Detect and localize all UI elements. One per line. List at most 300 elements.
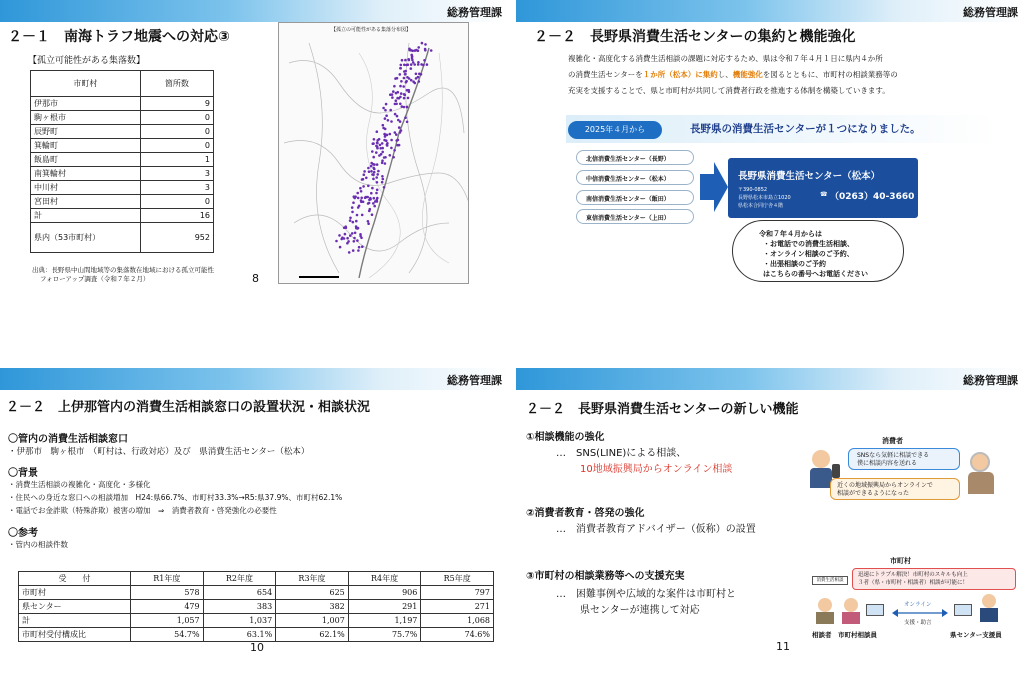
settlement-dot — [395, 99, 398, 102]
settlement-dot — [351, 211, 354, 214]
settlement-dot — [417, 63, 420, 66]
table-cell: 0 — [140, 195, 213, 209]
bubble-text: 令和７年４月からは — [759, 230, 822, 238]
table-row — [19, 600, 494, 614]
main-center-card — [728, 158, 918, 218]
settlement-dot — [403, 93, 406, 96]
table-cell: 市町村 — [19, 586, 131, 600]
person-icon — [842, 612, 860, 624]
settlement-dot — [390, 120, 393, 123]
feature-text-highlight: 10地域振興局からオンライン相談 — [580, 464, 733, 475]
slide-header-bar — [516, 368, 1024, 390]
table-cell: 3 — [140, 181, 213, 195]
settlement-dot — [390, 139, 393, 142]
center-box: 中信消費生活センター（松本） — [576, 170, 694, 185]
intro-text: し、 — [717, 70, 733, 79]
settlement-dot — [367, 220, 370, 223]
settlement-dot — [404, 70, 407, 73]
settlement-dot — [396, 144, 399, 147]
settlement-dot — [349, 234, 352, 237]
settlement-dot — [389, 109, 392, 112]
settlement-dot — [417, 76, 420, 79]
municipality-illustration — [808, 554, 1020, 644]
settlement-dot — [368, 170, 371, 173]
settlement-dot — [391, 96, 394, 99]
table-cell: 箕輪町 — [31, 139, 141, 153]
settlement-dot — [349, 217, 352, 220]
table-caption: 【孤立可能性がある集落数】 — [28, 56, 146, 66]
settlement-dot — [370, 192, 373, 195]
role-label: 市町村相談員 — [838, 631, 877, 639]
elderly-person-icon — [970, 452, 990, 472]
slide-new-functions — [516, 368, 1024, 674]
settlement-dot — [406, 76, 409, 79]
table-cell: 62.1% — [276, 628, 349, 642]
settlement-dot — [424, 49, 427, 52]
settlement-dot — [417, 46, 420, 49]
table-cell: 1,197 — [348, 614, 421, 628]
slide-header-bar — [516, 0, 1024, 22]
settlement-dot — [351, 206, 354, 209]
settlement-dot — [356, 192, 359, 195]
settlement-dot — [379, 144, 382, 147]
phone-icon — [832, 464, 840, 478]
table-row — [31, 139, 214, 153]
settlement-dot — [366, 196, 369, 199]
settlement-dot — [384, 128, 387, 131]
chat-bubble — [830, 478, 960, 500]
settlement-dot — [382, 178, 385, 181]
settlement-dot — [368, 210, 371, 213]
settlement-dot — [400, 64, 403, 67]
settlement-dot — [399, 85, 402, 88]
table-cell: 南箕輪村 — [31, 167, 141, 181]
table-row — [31, 181, 214, 195]
settlement-dot — [415, 49, 418, 52]
page-number: 11 — [776, 640, 790, 653]
settlement-dot — [426, 63, 429, 66]
table-cell: 1,057 — [131, 614, 204, 628]
settlement-dot — [384, 117, 387, 120]
settlement-dot — [378, 138, 381, 141]
settlement-dot — [346, 242, 349, 245]
settlement-dot — [367, 202, 370, 205]
settlement-dot — [372, 156, 375, 159]
speech-bubble — [732, 220, 904, 282]
role-label: 相談者 — [812, 631, 832, 639]
table-row — [31, 97, 214, 111]
settlement-dot — [341, 236, 344, 239]
table-cell: 74.6% — [421, 628, 494, 642]
main-center-name: 長野県消費生活センター（松本） — [738, 171, 881, 182]
settlement-dot — [414, 82, 417, 85]
bubble-text: ・オンライン相談のご予約、 — [763, 250, 854, 258]
settlement-dot — [371, 213, 374, 216]
settlement-dot — [370, 165, 373, 168]
section-heading: 〇背景 — [8, 468, 38, 479]
settlement-dot — [372, 174, 375, 177]
slide-header-bar — [0, 0, 508, 22]
illustration-title: 市町村 — [890, 557, 911, 565]
settlement-dot — [389, 133, 392, 136]
body-line: ・伊那市 駒ヶ根市 （町村は、行政対応）及び 県消費生活センター（松本） — [8, 447, 310, 457]
settlement-dot — [373, 163, 376, 166]
slide-header-bar — [0, 368, 508, 390]
settlement-dot — [404, 116, 407, 119]
body-line: ・管内の相談件数 — [8, 540, 68, 549]
table-cell: 1,037 — [203, 614, 276, 628]
address-line: 長野県松本市島立1020 — [738, 195, 791, 201]
person-icon — [812, 450, 830, 468]
settlement-dot — [410, 63, 413, 66]
settlement-dot — [393, 149, 396, 152]
settlement-dot — [399, 103, 402, 106]
person-icon — [816, 612, 834, 624]
settlement-dot — [380, 153, 383, 156]
slide-center-consolidation — [516, 0, 1024, 290]
settlement-dot — [356, 227, 359, 230]
settlement-dot — [387, 119, 390, 122]
settlement-dot — [351, 232, 354, 235]
table-cell: 伊那市 — [31, 97, 141, 111]
feature-text: … SNS(LINE)による相談、 — [556, 448, 687, 459]
phone-number: （0263）40-3660 — [830, 192, 915, 202]
table-header: 市町村 — [31, 71, 141, 97]
laptop-icon — [954, 604, 972, 616]
slide-title: ２－２ 長野県消費生活センターの集約と機能強化 — [534, 29, 856, 45]
settlement-dot — [393, 85, 396, 88]
settlement-dot — [412, 61, 415, 64]
settlement-dot — [354, 195, 357, 198]
double-arrow-icon — [892, 608, 948, 618]
map-graphic — [279, 23, 469, 284]
table-cell: 駒ヶ根市 — [31, 111, 141, 125]
settlement-dot — [371, 150, 374, 153]
settlement-dot — [376, 163, 379, 166]
address-line: 県松本合同庁舎４階 — [738, 203, 784, 209]
table-cell: 0 — [140, 139, 213, 153]
settlement-dot — [420, 63, 423, 66]
settlement-dot — [363, 173, 366, 176]
center-box: 北信消費生活センター（長野） — [576, 150, 694, 165]
settlement-dot — [398, 126, 401, 129]
settlement-dot — [376, 147, 379, 150]
chat-text: 相談ができるようになった — [837, 490, 910, 497]
feature-heading: ①相談機能の強化 — [526, 432, 605, 443]
settlement-dot — [376, 173, 379, 176]
table-cell: 1 — [140, 153, 213, 167]
feature-text: 県センターが連携して対応 — [580, 605, 700, 616]
table-cell: 952 — [140, 223, 213, 253]
bubble-text: ・出張相談のご予約 — [763, 260, 826, 268]
feature-heading: ②消費者教育・啓発の強化 — [526, 508, 645, 519]
settlement-dot — [344, 233, 347, 236]
table-cell: 625 — [276, 586, 349, 600]
isolation-table — [30, 70, 214, 253]
settlement-dot — [372, 202, 375, 205]
table-cell: 383 — [203, 600, 276, 614]
elderly-person-icon — [968, 472, 994, 494]
settlement-dot — [373, 168, 376, 171]
source-note: 出典：長野県中山間地域等の集落数在地域における孤立可能性 — [32, 266, 214, 274]
settlement-dot — [386, 134, 389, 137]
settlement-dot — [404, 59, 407, 62]
table-header-row — [19, 572, 494, 586]
settlement-dot — [361, 245, 364, 248]
settlement-dot — [346, 237, 349, 240]
table-cell: 382 — [276, 600, 349, 614]
settlement-dot — [356, 239, 359, 242]
person-icon — [844, 598, 858, 612]
settlement-dot — [381, 162, 384, 165]
table-cell: 中川村 — [31, 181, 141, 195]
table-cell: 271 — [421, 600, 494, 614]
settlement-dot — [408, 59, 411, 62]
settlement-dot — [376, 141, 379, 144]
table-row — [31, 167, 214, 181]
isolation-map — [278, 22, 469, 284]
settlement-dot — [406, 121, 409, 124]
settlement-dot — [394, 131, 397, 134]
settlement-dot — [352, 221, 355, 224]
headline: 長野県の消費生活センターが１つになりました。 — [690, 123, 921, 135]
settlement-dot — [360, 190, 363, 193]
slide-title: ２－２ 長野県消費生活センターの新しい機能 — [526, 402, 799, 417]
phone-icon: ☎ — [820, 191, 828, 198]
settlement-dot — [418, 80, 421, 83]
table-cell: 63.1% — [203, 628, 276, 642]
table-cell: 3 — [140, 167, 213, 181]
settlement-dot — [411, 55, 414, 58]
person-icon — [980, 608, 998, 622]
intro-text: の消費生活センターを — [568, 70, 643, 79]
settlement-dot — [372, 178, 375, 181]
chat-bubble — [848, 448, 960, 470]
settlement-dot — [385, 103, 388, 106]
body-line: ・消費生活相談の複雑化・高度化・多様化 — [8, 480, 151, 489]
settlement-dot — [415, 73, 418, 76]
table-header-row — [31, 71, 214, 97]
settlement-dot — [391, 93, 394, 96]
online-label: オンライン — [904, 602, 932, 608]
settlement-dot — [421, 42, 424, 45]
settlement-dot — [371, 187, 374, 190]
settlement-dot — [376, 130, 379, 133]
table-row — [19, 586, 494, 600]
table-cell: 9 — [140, 97, 213, 111]
settlement-dot — [402, 85, 405, 88]
body-line: ・住民への身近な窓口への相談増加 H24:県66.7%、市町村33.3%→R5:県37.9%、市町村62.1% — [8, 493, 343, 502]
table-cell: 1,007 — [276, 614, 349, 628]
table-row — [31, 153, 214, 167]
settlement-dot — [423, 59, 426, 62]
settlement-dot — [367, 185, 370, 188]
settlement-dot — [373, 138, 376, 141]
bubble-text: はこちらの番号へお電話ください — [763, 270, 868, 278]
settlement-dot — [364, 196, 367, 199]
center-box: 南信消費生活センター（飯田） — [576, 190, 694, 205]
feature-text: … 困難事例や広域的な案件は市町村と — [556, 589, 736, 600]
settlement-dot — [339, 246, 342, 249]
settlement-dot — [382, 124, 385, 127]
settlement-dots — [335, 42, 432, 254]
department-label: 総務管理課 — [963, 374, 1018, 387]
settlement-dot — [403, 64, 406, 67]
chat-text: ３者（県・市町村・相談者）相談が可能に！ — [858, 580, 969, 586]
settlement-dot — [392, 90, 395, 93]
settlement-dot — [424, 43, 427, 46]
slide-title: ２－１ 南海トラフ地震への対応③ — [8, 29, 230, 45]
chat-text: 迅速にトラブル解決！市町村のスキルも向上 — [858, 572, 968, 578]
table-cell: 辰野町 — [31, 125, 141, 139]
settlement-dot — [401, 105, 404, 108]
settlement-dot — [401, 59, 404, 62]
settlement-dot — [417, 61, 420, 64]
settlement-dot — [376, 189, 379, 192]
chat-bubble — [852, 568, 1016, 590]
settlement-dot — [362, 178, 365, 181]
settlement-dot — [381, 175, 384, 178]
settlement-dot — [357, 197, 360, 200]
settlement-dot — [357, 249, 360, 252]
table-row — [31, 209, 214, 223]
person-icon — [982, 594, 996, 608]
chat-text: 僕に相談内容を送れる — [857, 460, 918, 467]
settlement-dot — [396, 115, 399, 118]
settlement-dot — [381, 151, 384, 154]
settlement-dot — [362, 201, 365, 204]
table-header: 箇所数 — [140, 71, 213, 97]
settlement-dot — [408, 91, 411, 94]
feature-heading: ③市町村の相談業務等への支援充実 — [526, 571, 685, 582]
settlement-dot — [383, 139, 386, 142]
table-header: R1年度 — [131, 572, 204, 586]
settlement-dot — [407, 97, 410, 100]
settlement-dot — [397, 139, 400, 142]
settlement-dot — [352, 201, 355, 204]
settlement-dot — [358, 246, 361, 249]
bubble-text: ・お電話での消費生活相談、 — [763, 240, 854, 248]
settlement-dot — [395, 103, 398, 106]
settlement-dot — [408, 49, 411, 52]
settlement-dot — [390, 147, 393, 150]
settlement-dot — [354, 232, 357, 235]
department-label: 総務管理課 — [447, 6, 502, 19]
settlement-dot — [405, 80, 408, 83]
settlement-dot — [430, 49, 433, 52]
settlement-dot — [357, 206, 360, 209]
page-number: 8 — [252, 272, 259, 285]
consumer-illustration — [808, 432, 1008, 508]
settlement-dot — [394, 77, 397, 80]
table-cell: 797 — [421, 586, 494, 600]
person-icon — [818, 598, 832, 612]
table-cell: 1,068 — [421, 614, 494, 628]
settlement-dot — [384, 156, 387, 159]
settlement-dot — [410, 79, 413, 82]
chat-text: SNSなら気軽に相談できる — [857, 452, 930, 459]
settlement-dot — [395, 133, 398, 136]
table-header: 受 付 — [19, 572, 131, 586]
table-total-row — [31, 223, 214, 253]
table-row — [31, 111, 214, 125]
intro-highlight: 機能強化 — [732, 70, 763, 79]
table-cell: 479 — [131, 600, 204, 614]
settlement-dot — [367, 167, 370, 170]
settlement-dot — [411, 59, 414, 62]
settlement-dot — [379, 147, 382, 150]
slide-earthquake — [0, 0, 508, 290]
settlement-dot — [404, 73, 407, 76]
settlement-dot — [398, 97, 401, 100]
settlement-dot — [373, 197, 376, 200]
settlement-dot — [400, 92, 403, 95]
intro-highlight: １か所（松本）に集約 — [642, 70, 718, 79]
intro-text: を図るとともに、市町村の相談業務等の — [762, 70, 898, 79]
settlement-dot — [375, 176, 378, 179]
table-header: R3年度 — [276, 572, 349, 586]
settlement-dot — [410, 67, 413, 70]
settlement-dot — [362, 185, 365, 188]
center-box: 東信消費生活センター（上田） — [576, 209, 694, 224]
map-title: 【孤立の可能性がある集落分布図】 — [331, 27, 412, 33]
settlement-dot — [400, 80, 403, 83]
settlement-dot — [399, 67, 402, 70]
settlement-dot — [397, 119, 400, 122]
settlement-dot — [338, 234, 341, 237]
table-cell: 計 — [19, 614, 131, 628]
settlement-dot — [403, 77, 406, 80]
settlement-dot — [360, 197, 363, 200]
body-line: ・電話でお金詐欺（特殊詐欺）被害の増加 ⇒ 消費者教育・啓発強化の必要性 — [8, 506, 277, 515]
settlement-dot — [363, 170, 366, 173]
table-cell: 宮田村 — [31, 195, 141, 209]
table-cell: 291 — [348, 600, 421, 614]
intro-text-line-2 — [568, 69, 898, 80]
counter-sign: 消費生活相談 — [812, 576, 848, 585]
page-number: 10 — [250, 641, 264, 654]
date-badge: 2025年４月から — [568, 121, 662, 139]
settlement-dot — [355, 220, 358, 223]
table-cell: 県内（53市町村） — [31, 223, 141, 253]
settlement-dot — [384, 162, 387, 165]
settlement-dot — [376, 200, 379, 203]
settlement-dot — [373, 171, 376, 174]
table-cell: 16 — [140, 209, 213, 223]
settlement-dot — [384, 109, 387, 112]
table-header: R4年度 — [348, 572, 421, 586]
settlement-dot — [365, 177, 368, 180]
table-row — [19, 628, 494, 642]
settlement-dot — [392, 156, 395, 159]
settlement-dot — [381, 142, 384, 145]
source-note: フォローアップ調査（令和７年２月） — [40, 275, 150, 283]
settlement-dot — [359, 233, 362, 236]
table-cell: 906 — [348, 586, 421, 600]
role-label: 県センター支援員 — [950, 631, 1002, 639]
intro-text: 充実を支援することで、県と市町村が共同して消費者行政を推進する体制を構築していきます。 — [568, 86, 890, 95]
settlement-dot — [389, 154, 392, 157]
slide-title: ２－２ 上伊那管内の消費生活相談窓口の設置状況・相談状況 — [6, 400, 371, 415]
table-row — [31, 195, 214, 209]
settlement-dot — [400, 129, 403, 132]
settlement-dot — [356, 214, 359, 217]
settlement-dot — [370, 170, 373, 173]
department-label: 総務管理課 — [963, 6, 1018, 19]
settlement-dot — [382, 107, 385, 110]
table-row — [31, 125, 214, 139]
settlement-dot — [403, 97, 406, 100]
